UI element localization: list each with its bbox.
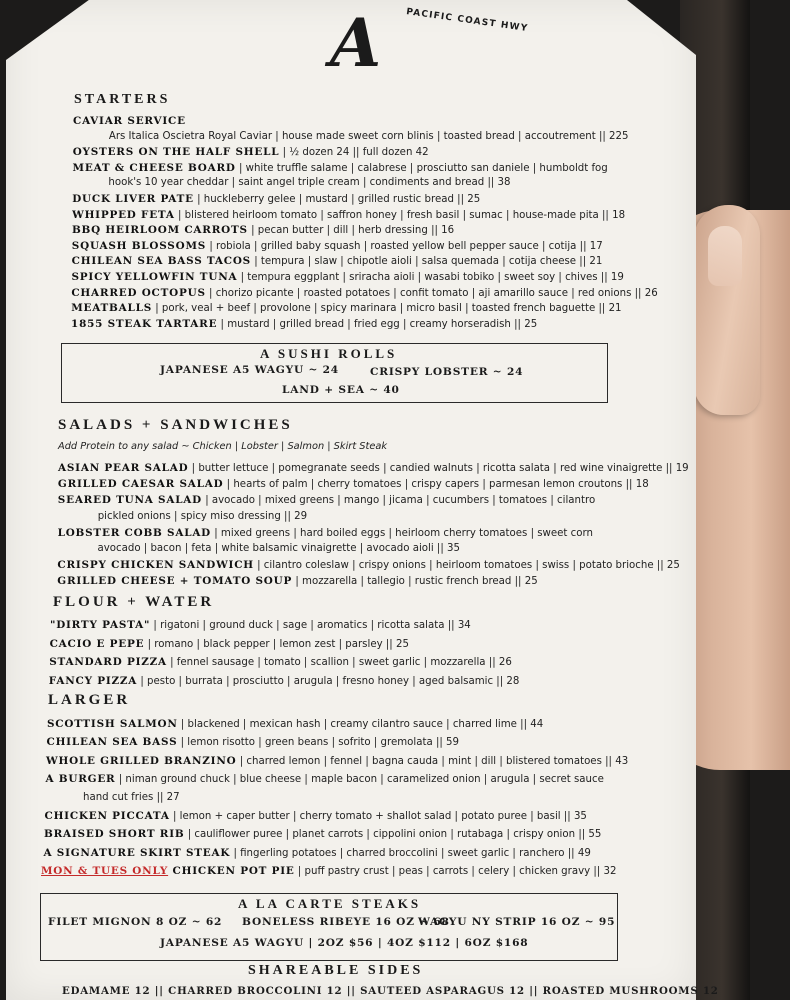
menu-item-chicken-pot-pie xyxy=(41,865,616,877)
menu-item-a-signature-skirt-steak xyxy=(44,847,591,859)
item-description: | romano | black pepper | lemon zest | parsley || 25 xyxy=(144,638,409,650)
menu-item-continuation xyxy=(98,543,460,554)
item-description: | niman ground chuck | blue cheese | maple bacon | caramelized onion | arugula | secret sauce xyxy=(115,774,604,786)
logo-ring-text: PACIFIC COAST HWY xyxy=(405,7,529,35)
menu-item-continuation xyxy=(98,511,307,522)
steak-ribeye: BONELESS RIBEYE 16 OZ ~ 68 xyxy=(242,916,450,928)
item-name: A SIGNATURE SKIRT STEAK xyxy=(43,846,231,859)
menu-item-fancy-pizza xyxy=(49,675,520,687)
item-description: | blackened | mexican hash | creamy cilantro sauce | charred lime || 44 xyxy=(177,719,544,730)
menu-item-meat-cheese-board xyxy=(73,162,608,174)
item-description: avocado | bacon | feta | white balsamic vinaigrette | avocado aioli || 35 xyxy=(97,543,460,554)
item-name: "DIRTY PASTA" xyxy=(50,619,151,631)
item-name: GRILLED CAESAR SALAD xyxy=(57,478,224,491)
item-name: FANCY PIZZA xyxy=(48,674,138,687)
menu-item-grilled-caesar-salad xyxy=(58,478,649,490)
special-tag: MON & TUES ONLY xyxy=(41,865,169,877)
item-name: LOBSTER COBB SALAD xyxy=(57,526,211,539)
item-description: | cilantro coleslaw | crispy onions | heirloom tomatoes | swiss | potato brioche || 25 xyxy=(253,560,680,572)
item-description: | rigatoni | ground duck | sage | aromatics | ricotta salata || 34 xyxy=(150,620,471,631)
item-name: CHILEAN SEA BASS xyxy=(46,736,178,749)
section-flour-title: FLOUR + WATER xyxy=(53,594,215,610)
menu-item-asian-pear-salad xyxy=(58,462,689,474)
item-description: | tempura eggplant | sriracha aioli | wasabi tobiko | sweet soy | chives || 19 xyxy=(237,272,624,283)
item-description: | mozzarella | tallegio | rustic french bread || 25 xyxy=(292,576,538,588)
item-name: SPICY YELLOWFIN TUNA xyxy=(71,271,238,283)
menu-item-chilean-sea-bass-tacos xyxy=(72,255,603,267)
menu-item-duck-liver-pate xyxy=(72,193,480,205)
menu-item-continuation xyxy=(109,131,629,142)
thumbnail-highlight xyxy=(708,226,742,286)
menu-item-meatballs xyxy=(71,302,621,314)
item-name: SCOTTISH SALMON xyxy=(47,718,178,730)
item-name: SQUASH BLOSSOMS xyxy=(71,239,207,252)
menu-item-continuation xyxy=(83,792,180,803)
item-name: WHIPPED FETA xyxy=(72,208,175,221)
logo xyxy=(298,4,529,104)
item-description: | robiola | grilled baby squash | roasted yellow bell pepper sauce | cotija || 17 xyxy=(206,240,603,252)
special-desc: | puff pastry crust | peas | carrots | celery | chicken gravy || 32 xyxy=(294,866,617,877)
menu-item-whipped-feta xyxy=(72,209,625,221)
logo-letter: A xyxy=(330,4,382,82)
item-name: CHARRED OCTOPUS xyxy=(71,286,206,299)
menu-item-grilled-cheese-tomato-soup xyxy=(57,575,537,587)
menu-item-braised-short-rib xyxy=(44,828,601,840)
item-description: | huckleberry gelee | mustard | grilled rustic bread || 25 xyxy=(193,194,481,205)
steaks-title: A LA CARTE STEAKS xyxy=(238,896,422,911)
item-description: | white truffle salame | calabrese | prosciutto san daniele | humboldt fog xyxy=(235,162,608,174)
special-name: CHICKEN POT PIE xyxy=(168,865,295,877)
item-description: | cauliflower puree | planet carrots | cippolini onion | rutabaga | crispy onion || 55 xyxy=(184,829,602,841)
item-description: Ars Italica Oscietra Royal Caviar | house made sweet corn blinis | toasted bread | accoutrement || 225 xyxy=(108,130,629,142)
item-description: | butter lettuce | pomegranate seeds | candied walnuts | ricotta salata | red wine vinaigrette || 19 xyxy=(188,463,689,474)
item-description: | hearts of palm | cherry tomatoes | crispy capers | parmesan lemon croutons || 18 xyxy=(223,479,649,491)
menu-item-dirty-pasta xyxy=(50,619,471,631)
menu-item-scottish-salmon xyxy=(47,718,543,730)
item-name: CHILEAN SEA BASS TACOS xyxy=(71,255,251,268)
item-description: | lemon + caper butter | cherry tomato + shallot salad | potato puree | basil || 35 xyxy=(169,811,587,822)
item-description: | blistered heirloom tomato | saffron honey | fresh basil | sumac | house-made pita || 18 xyxy=(174,209,626,221)
item-name: CHICKEN PICCATA xyxy=(44,810,170,822)
item-description: | chorizo picante | roasted potatoes | confit tomato | aji amarillo sauce | red onions || 26 xyxy=(205,287,658,299)
item-name: BBQ HEIRLOOM CARROTS xyxy=(71,224,248,237)
menu-item-lobster-cobb-salad xyxy=(58,527,593,539)
item-name: BRAISED SHORT RIB xyxy=(44,828,185,841)
item-name: STANDARD PIZZA xyxy=(49,656,167,669)
item-description: | avocado | mixed greens | mango | jicama | cucumbers | tomatoes | cilantro xyxy=(201,495,596,507)
section-starters-title: STARTERS xyxy=(74,92,171,107)
menu-item-charred-octopus xyxy=(71,287,657,299)
item-name: CACIO E PEPE xyxy=(49,637,145,650)
menu-item-cacio-e-pepe xyxy=(50,638,409,650)
item-description: | pork, veal + beef | provolone | spicy marinara | micro basil | toasted french baguette || 21 xyxy=(152,303,622,315)
item-name: OYSTERS ON THE HALF SHELL xyxy=(72,146,280,159)
item-description: | fingerling potatoes | charred broccolini | sweet garlic | ranchero || 49 xyxy=(230,847,591,859)
item-description: | fennel sausage | tomato | scallion | sweet garlic | mozzarella || 26 xyxy=(166,657,512,669)
item-description: | pecan butter | dill | herb dressing || 16 xyxy=(247,225,455,237)
sushi-wagyu: JAPANESE A5 WAGYU ~ 24 xyxy=(160,364,339,376)
item-description: | ½ dozen 24 || full dozen 42 xyxy=(279,147,429,159)
section-sides-title: SHAREABLE SIDES xyxy=(248,963,424,978)
menu-item-standard-pizza xyxy=(49,656,512,668)
item-description: hand cut fries || 27 xyxy=(83,791,180,803)
item-name: SEARED TUNA SALAD xyxy=(57,494,202,507)
item-description: hook's 10 year cheddar | saint angel triple cream | condiments and bread || 38 xyxy=(108,177,511,189)
sides-line: EDAMAME 12 || CHARRED BROCCOLINI 12 || SAUTEED ASPARAGUS 12 || ROASTED MUSHROOMS 12 xyxy=(62,985,719,997)
item-description: | pesto | burrata | prosciutto | arugula | fresno honey | aged balsamic || 28 xyxy=(137,675,520,687)
menu-item-crispy-chicken-sandwich xyxy=(57,559,680,571)
item-name: MEATBALLS xyxy=(71,302,152,315)
item-description: | mixed greens | hard boiled eggs | heirloom cherry tomatoes | sweet corn xyxy=(211,527,593,539)
steak-ny-strip: WAGYU NY STRIP 16 OZ ~ 95 xyxy=(418,916,616,928)
menu-item-oysters-on-the-half-shell xyxy=(73,146,429,158)
menu-item-continuation xyxy=(108,177,510,188)
section-larger-title: LARGER xyxy=(48,692,131,708)
item-name: CRISPY CHICKEN SANDWICH xyxy=(57,559,254,572)
item-name: WHOLE GRILLED BRANZINO xyxy=(46,754,237,767)
item-description: | tempura | slaw | chipotle aioli | salsa quemada | cotija cheese || 21 xyxy=(251,256,603,268)
menu-item-whole-grilled-branzino xyxy=(46,755,628,767)
item-description: | charred lemon | fennel | bagna cauda | mint | dill | blistered tomatoes || 43 xyxy=(236,755,629,767)
item-description: | lemon risotto | green beans | sofrito | gremolata || 59 xyxy=(177,737,460,749)
section-salads-title: SALADS + SANDWICHES xyxy=(58,417,293,433)
menu-item-a-burger xyxy=(46,773,604,785)
item-name: MEAT & CHEESE BOARD xyxy=(72,161,236,174)
item-name: 1855 STEAK TARTARE xyxy=(71,317,218,330)
menu-item-seared-tuna-salad xyxy=(58,494,595,506)
menu-item-bbq-heirloom-carrots xyxy=(72,224,454,236)
item-name: CAVIAR SERVICE xyxy=(73,115,186,127)
sushi-rolls-title: A SUSHI ROLLS xyxy=(260,346,398,361)
menu-item-1855-steak-tartare xyxy=(71,318,537,330)
item-name: A BURGER xyxy=(45,773,116,786)
menu-item-chilean-sea-bass xyxy=(47,736,460,748)
item-name: ASIAN PEAR SALAD xyxy=(58,462,189,474)
item-description: pickled onions | spicy miso dressing || 29 xyxy=(97,510,308,522)
item-description: | mustard | grilled bread | fried egg | creamy horseradish || 25 xyxy=(217,318,538,330)
menu-item-chicken-piccata xyxy=(45,810,587,822)
sushi-land-sea: LAND + SEA ~ 40 xyxy=(282,384,400,396)
salads-protein-note: Add Protein to any salad ~ Chicken | Lobster | Salmon | Skirt Steak xyxy=(58,441,388,452)
steak-filet: FILET MIGNON 8 OZ ~ 62 xyxy=(48,916,223,928)
steak-a5-wagyu: JAPANESE A5 WAGYU | 2OZ $56 | 4OZ $112 | 6OZ $168 xyxy=(160,937,529,949)
menu-item-spicy-yellowfin-tuna xyxy=(72,271,624,283)
item-name: GRILLED CHEESE + TOMATO SOUP xyxy=(57,575,293,588)
menu-item-caviar-service xyxy=(73,115,186,127)
item-name: DUCK LIVER PATE xyxy=(72,193,194,205)
sushi-lobster: CRISPY LOBSTER ~ 24 xyxy=(370,366,524,378)
menu-item-squash-blossoms xyxy=(72,240,603,252)
